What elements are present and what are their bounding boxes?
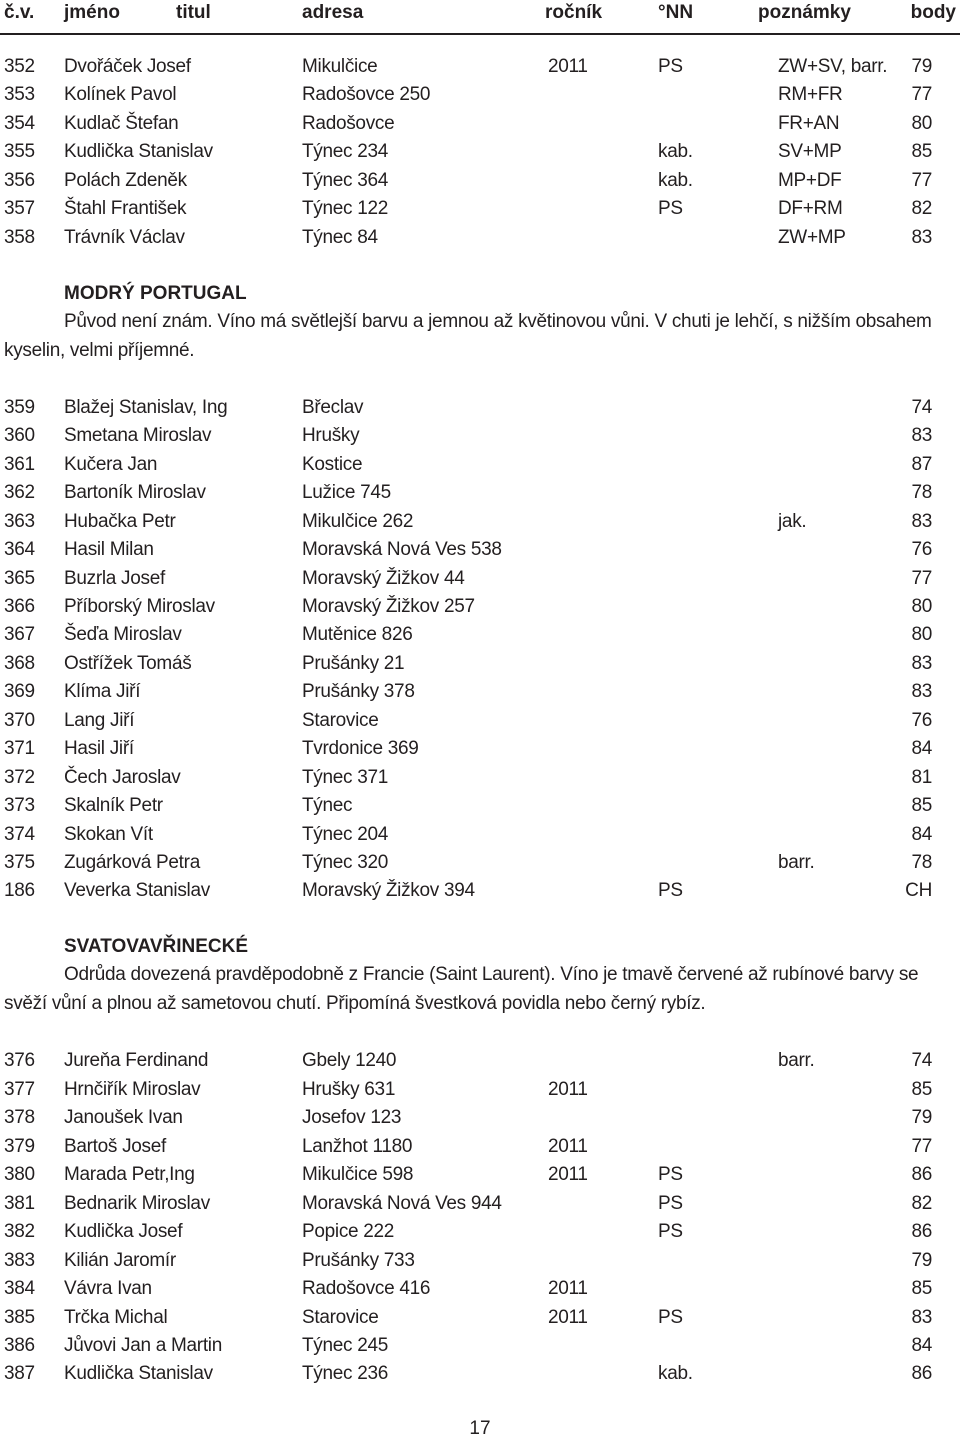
table-row: [0, 710, 960, 736]
cell-cv: 352: [4, 56, 35, 77]
cell-cv: 370: [4, 710, 35, 731]
table-row: [0, 482, 960, 508]
cell-poznamky: FR+AN: [778, 113, 840, 134]
table-row: [0, 1363, 960, 1389]
cell-cv: 382: [4, 1221, 35, 1242]
cell-body: 85: [911, 141, 932, 162]
cell-jmeno: Bednarik Miroslav: [64, 1193, 210, 1214]
cell-adresa: Tvrdonice 369: [302, 738, 419, 759]
cell-adresa: Týnec 84: [302, 227, 378, 248]
table-row: [0, 795, 960, 821]
cell-poznamky: barr.: [778, 852, 815, 873]
cell-adresa: Moravský Žižkov 394: [302, 880, 475, 901]
cell-body: CH: [905, 880, 932, 901]
cell-jmeno: Buzrla Josef: [64, 568, 165, 589]
cell-cv: 387: [4, 1363, 35, 1384]
cell-cv: 381: [4, 1193, 35, 1214]
cell-cv: 362: [4, 482, 35, 503]
cell-cv: 363: [4, 511, 35, 532]
cell-rocnik: 2011: [548, 1307, 588, 1328]
cell-body: 79: [911, 1107, 932, 1128]
cell-body: 74: [911, 397, 932, 418]
table-row: [0, 1079, 960, 1105]
cell-poznamky: barr.: [778, 1050, 815, 1071]
cell-jmeno: Kudlička Josef: [64, 1221, 183, 1242]
cell-jmeno: Lang Jiří: [64, 710, 135, 731]
header-rule: [0, 33, 960, 35]
cell-adresa: Hrušky: [302, 425, 360, 446]
cell-cv: 358: [4, 227, 35, 248]
cell-body: 76: [911, 539, 932, 560]
cell-jmeno: Janoušek Ivan: [64, 1107, 183, 1128]
cell-rocnik: 2011: [548, 1278, 588, 1299]
table-row: [0, 1050, 960, 1076]
table-header: [0, 0, 960, 30]
cell-adresa: Gbely 1240: [302, 1050, 397, 1071]
cell-adresa: Týnec 320: [302, 852, 389, 873]
cell-cv: 386: [4, 1335, 35, 1356]
cell-adresa: Moravská Nová Ves 944: [302, 1193, 502, 1214]
cell-adresa: Starovice: [302, 710, 379, 731]
cell-adresa: Mikulčice 598: [302, 1164, 414, 1185]
cell-adresa: Mikulčice 262: [302, 511, 414, 532]
cell-jmeno: Skokan Vít: [64, 824, 153, 845]
cell-nn: PS: [658, 198, 683, 219]
cell-cv: 384: [4, 1278, 35, 1299]
cell-adresa: Prušánky 21: [302, 653, 405, 674]
cell-adresa: Lanžhot 1180: [302, 1136, 413, 1157]
cell-jmeno: Marada Petr,Ing: [64, 1164, 195, 1185]
cell-jmeno: Hasil Milan: [64, 539, 154, 560]
cell-adresa: Moravský Žižkov 257: [302, 596, 475, 617]
cell-body: 83: [911, 425, 932, 446]
cell-adresa: Moravský Žižkov 44: [302, 568, 465, 589]
cell-jmeno: Zugárková Petra: [64, 852, 200, 873]
page-number: 17: [469, 1418, 491, 1439]
cell-body: 82: [911, 1193, 932, 1214]
cell-adresa: Mikulčice: [302, 56, 378, 77]
cell-body: 78: [911, 852, 932, 873]
cell-jmeno: Hubačka Petr: [64, 511, 176, 532]
cell-cv: 359: [4, 397, 35, 418]
table-row: [0, 454, 960, 480]
cell-body: 86: [911, 1164, 932, 1185]
cell-body: 76: [911, 710, 932, 731]
table-row: [0, 568, 960, 594]
cell-cv: 374: [4, 824, 35, 845]
cell-adresa: Týnec 236: [302, 1363, 389, 1384]
header-cv: č.v.: [4, 2, 35, 23]
cell-poznamky: jak.: [778, 511, 807, 532]
cell-cv: 383: [4, 1250, 35, 1271]
variety-title: MODRÝ PORTUGAL: [64, 283, 247, 304]
cell-rocnik: 2011: [548, 1136, 588, 1157]
cell-rocnik: 2011: [548, 1079, 588, 1100]
cell-cv: 364: [4, 539, 35, 560]
cell-cv: 357: [4, 198, 35, 219]
cell-poznamky: ZW+SV, barr.: [778, 56, 888, 77]
table-row: [0, 1164, 960, 1190]
cell-poznamky: ZW+MP: [778, 227, 846, 248]
table-row: [0, 1250, 960, 1276]
cell-jmeno: Trávník Václav: [64, 227, 185, 248]
cell-adresa: Josefov 123: [302, 1107, 402, 1128]
cell-jmeno: Vávra Ivan: [64, 1278, 152, 1299]
cell-cv: 361: [4, 454, 35, 475]
cell-body: 77: [911, 568, 932, 589]
cell-cv: 186: [4, 880, 35, 901]
cell-adresa: Prušánky 733: [302, 1250, 415, 1271]
cell-adresa: Mutěnice 826: [302, 624, 413, 645]
cell-jmeno: Kučera Jan: [64, 454, 158, 475]
cell-cv: 369: [4, 681, 35, 702]
table-row: [0, 767, 960, 793]
cell-nn: PS: [658, 56, 683, 77]
variety-description: Odrůda dovezená pravděpodobně z Francie (Saint Laurent). Víno je tmavě červené až rubínové barvy se svěží vůní a plnou až sametovou chutí. Připomíná švestková povidla nebo černý rybíz.: [4, 964, 919, 1014]
cell-jmeno: Dvořáček Josef: [64, 56, 191, 77]
table-row: [0, 511, 960, 537]
cell-body: 84: [911, 738, 932, 759]
variety-description: Původ není znám. Víno má světlejší barvu a jemnou až květinovou vůni. V chuti je lehčí, s nižším obsahem kyselin, velmi příjemné.: [4, 311, 932, 361]
cell-adresa: Radošovce 416: [302, 1278, 431, 1299]
cell-cv: 379: [4, 1136, 35, 1157]
cell-body: 85: [911, 1079, 932, 1100]
variety-title: SVATOVAVŘINECKÉ: [64, 936, 249, 957]
table-row: [0, 624, 960, 650]
table-row: [0, 852, 960, 878]
table-row: [0, 880, 960, 906]
table-row: [0, 1278, 960, 1304]
cell-cv: 360: [4, 425, 35, 446]
cell-cv: 366: [4, 596, 35, 617]
cell-body: 84: [911, 824, 932, 845]
cell-body: 80: [911, 113, 932, 134]
cell-body: 83: [911, 227, 932, 248]
cell-body: 80: [911, 596, 932, 617]
cell-adresa: Týnec 371: [302, 767, 389, 788]
cell-jmeno: Blažej Stanislav, Ing: [64, 397, 228, 418]
table-row: [0, 425, 960, 451]
cell-body: 79: [911, 56, 932, 77]
cell-cv: 355: [4, 141, 35, 162]
table-row: [0, 1193, 960, 1219]
cell-cv: 378: [4, 1107, 35, 1128]
cell-cv: 356: [4, 170, 35, 191]
cell-cv: 380: [4, 1164, 35, 1185]
cell-jmeno: Jureňa Ferdinand: [64, 1050, 209, 1071]
cell-body: 83: [911, 653, 932, 674]
cell-jmeno: Bartoník Miroslav: [64, 482, 206, 503]
cell-jmeno: Kudlička Stanislav: [64, 141, 213, 162]
cell-body: 85: [911, 795, 932, 816]
cell-poznamky: SV+MP: [778, 141, 842, 162]
cell-nn: PS: [658, 1221, 683, 1242]
cell-jmeno: Jůvovi Jan a Martin: [64, 1335, 222, 1356]
cell-body: 77: [911, 1136, 932, 1157]
cell-adresa: Kostice: [302, 454, 363, 475]
table-row: [0, 113, 960, 139]
cell-poznamky: MP+DF: [778, 170, 842, 191]
cell-adresa: Starovice: [302, 1307, 379, 1328]
cell-cv: 354: [4, 113, 35, 134]
cell-cv: 372: [4, 767, 35, 788]
header-nn: °NN: [658, 2, 694, 23]
table-row: [0, 539, 960, 565]
cell-jmeno: Kudlač Štefan: [64, 113, 179, 134]
cell-poznamky: DF+RM: [778, 198, 843, 219]
cell-body: 82: [911, 198, 932, 219]
cell-rocnik: 2011: [548, 56, 588, 77]
cell-jmeno: Klíma Jiří: [64, 681, 141, 702]
cell-jmeno: Čech Jaroslav: [64, 767, 181, 788]
cell-cv: 385: [4, 1307, 35, 1328]
cell-adresa: Břeclav: [302, 397, 364, 418]
cell-poznamky: RM+FR: [778, 84, 843, 105]
table-row: [0, 397, 960, 423]
cell-body: 80: [911, 624, 932, 645]
cell-nn: kab.: [658, 141, 693, 162]
cell-body: 85: [911, 1278, 932, 1299]
cell-body: 81: [911, 767, 932, 788]
cell-nn: PS: [658, 1164, 683, 1185]
table-row: [0, 1221, 960, 1247]
table-row: [0, 141, 960, 167]
cell-jmeno: Bartoš Josef: [64, 1136, 167, 1157]
cell-adresa: Hrušky 631: [302, 1079, 396, 1100]
cell-adresa: Lužice 745: [302, 482, 391, 503]
cell-adresa: Radošovce: [302, 113, 395, 134]
cell-adresa: Popice 222: [302, 1221, 395, 1242]
cell-cv: 375: [4, 852, 35, 873]
cell-jmeno: Smetana Miroslav: [64, 425, 212, 446]
cell-rocnik: 2011: [548, 1164, 588, 1185]
table-row: [0, 738, 960, 764]
table-row: [0, 653, 960, 679]
cell-body: 77: [911, 170, 932, 191]
header-body: body: [910, 2, 956, 23]
cell-nn: PS: [658, 1193, 683, 1214]
cell-jmeno: Trčka Michal: [64, 1307, 168, 1328]
cell-body: 87: [911, 454, 932, 475]
cell-nn: PS: [658, 880, 683, 901]
cell-adresa: Moravská Nová Ves 538: [302, 539, 502, 560]
cell-body: 83: [911, 681, 932, 702]
cell-cv: 353: [4, 84, 35, 105]
table-row: [0, 170, 960, 196]
table-row: [0, 56, 960, 82]
cell-body: 84: [911, 1335, 932, 1356]
cell-nn: kab.: [658, 170, 693, 191]
cell-jmeno: Příborský Miroslav: [64, 596, 215, 617]
cell-body: 86: [911, 1221, 932, 1242]
cell-adresa: Týnec 234: [302, 141, 389, 162]
header-adresa: adresa: [302, 2, 364, 23]
cell-jmeno: Kolínek Pavol: [64, 84, 177, 105]
cell-jmeno: Ostřížek Tomáš: [64, 653, 192, 674]
cell-adresa: Prušánky 378: [302, 681, 415, 702]
table-row: [0, 1136, 960, 1162]
header-jmeno: jméno: [64, 2, 120, 23]
cell-jmeno: Štahl František: [64, 198, 187, 219]
cell-jmeno: Veverka Stanislav: [64, 880, 210, 901]
cell-body: 74: [911, 1050, 932, 1071]
cell-adresa: Radošovce 250: [302, 84, 431, 105]
cell-body: 86: [911, 1363, 932, 1384]
cell-body: 77: [911, 84, 932, 105]
table-row: [0, 1335, 960, 1361]
table-row: [0, 596, 960, 622]
table-row: [0, 84, 960, 110]
table-row: [0, 227, 960, 253]
cell-body: 79: [911, 1250, 932, 1271]
table-row: [0, 198, 960, 224]
cell-adresa: Týnec 122: [302, 198, 389, 219]
table-row: [0, 681, 960, 707]
cell-cv: 377: [4, 1079, 35, 1100]
cell-adresa: Týnec 364: [302, 170, 389, 191]
header-rocnik: ročník: [545, 2, 603, 23]
cell-jmeno: Skalník Petr: [64, 795, 163, 816]
cell-cv: 365: [4, 568, 35, 589]
header-titul: titul: [176, 2, 211, 23]
cell-jmeno: Šeďa Miroslav: [64, 624, 182, 645]
cell-nn: kab.: [658, 1363, 693, 1384]
table-row: [0, 1307, 960, 1333]
cell-jmeno: Kilián Jaromír: [64, 1250, 176, 1271]
cell-jmeno: Hrnčiřík Miroslav: [64, 1079, 201, 1100]
cell-cv: 367: [4, 624, 35, 645]
cell-body: 78: [911, 482, 932, 503]
cell-adresa: Týnec: [302, 795, 353, 816]
cell-cv: 371: [4, 738, 35, 759]
cell-nn: PS: [658, 1307, 683, 1328]
cell-body: 83: [911, 511, 932, 532]
header-poznamky: poznámky: [758, 2, 851, 23]
cell-jmeno: Kudlička Stanislav: [64, 1363, 213, 1384]
cell-body: 83: [911, 1307, 932, 1328]
table-row: [0, 1107, 960, 1133]
cell-jmeno: Polách Zdeněk: [64, 170, 187, 191]
cell-adresa: Týnec 245: [302, 1335, 389, 1356]
cell-cv: 376: [4, 1050, 35, 1071]
table-row: [0, 824, 960, 850]
cell-cv: 368: [4, 653, 35, 674]
cell-jmeno: Hasil Jiří: [64, 738, 134, 759]
cell-cv: 373: [4, 795, 35, 816]
cell-adresa: Týnec 204: [302, 824, 389, 845]
